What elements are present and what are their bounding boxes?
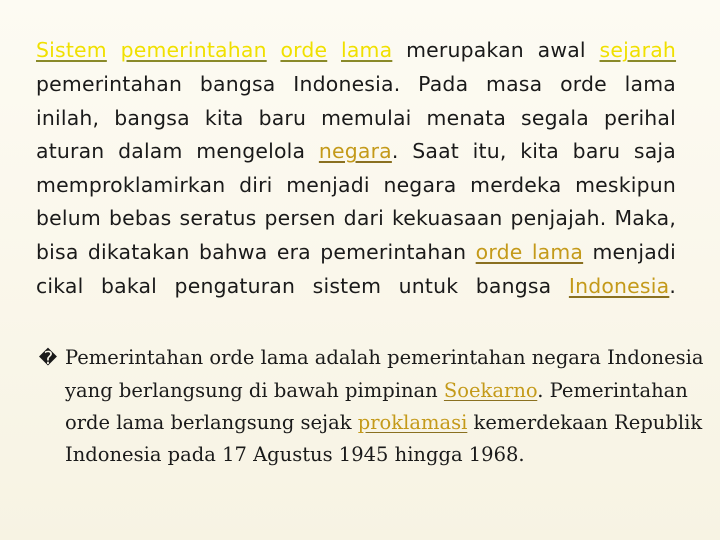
intro-paragraph xyxy=(36,34,676,303)
text-segment: Pemerintahan orde lama adalah pemerintahan negara Indonesia yang berlangsung di bawah pimpinan xyxy=(65,345,704,402)
link-sistem[interactable]: Sistem xyxy=(36,38,107,63)
link-lama[interactable]: lama xyxy=(341,38,393,63)
link-soekarno[interactable]: Soekarno xyxy=(443,378,538,402)
text-segment: . Saat itu, kita baru saja memproklamirkan diri menjadi negara merdeka meskipun belum bebas seratus persen dari kekuasaan penjajah. Maka, bisa dikatakan bahwa era pemerintahan xyxy=(36,139,676,264)
link-proklamasi[interactable]: proklamasi xyxy=(357,410,468,434)
link-indonesia[interactable]: Indonesia xyxy=(568,273,670,298)
text-segment: . xyxy=(669,273,676,298)
text-segment: menjadi cikal bakal pengaturan sistem untuk bangsa xyxy=(36,239,676,298)
bullet-icon: � xyxy=(38,347,58,369)
text-segment: pemerintahan bangsa Indonesia. Pada masa orde lama inilah, bangsa kita baru memulai menata segala perihal aturan dalam mengelola xyxy=(36,71,676,164)
text-segment: kemerdekaan Republik Indonesia pada 17 Agustus 1945 hingga 1968. xyxy=(65,410,703,466)
link-sejarah[interactable]: sejarah xyxy=(599,38,677,63)
bullet-paragraph xyxy=(36,342,715,471)
link-negara[interactable]: negara xyxy=(318,139,392,164)
text-segment: . Pemerintahan orde lama berlangsung sejak xyxy=(65,378,688,434)
link-orde[interactable]: orde xyxy=(280,38,328,63)
link-pemerintahan[interactable]: pemerintahan xyxy=(120,38,267,63)
text-segment: merupakan awal xyxy=(392,38,600,63)
link-orde-lama[interactable]: orde lama xyxy=(475,239,584,264)
